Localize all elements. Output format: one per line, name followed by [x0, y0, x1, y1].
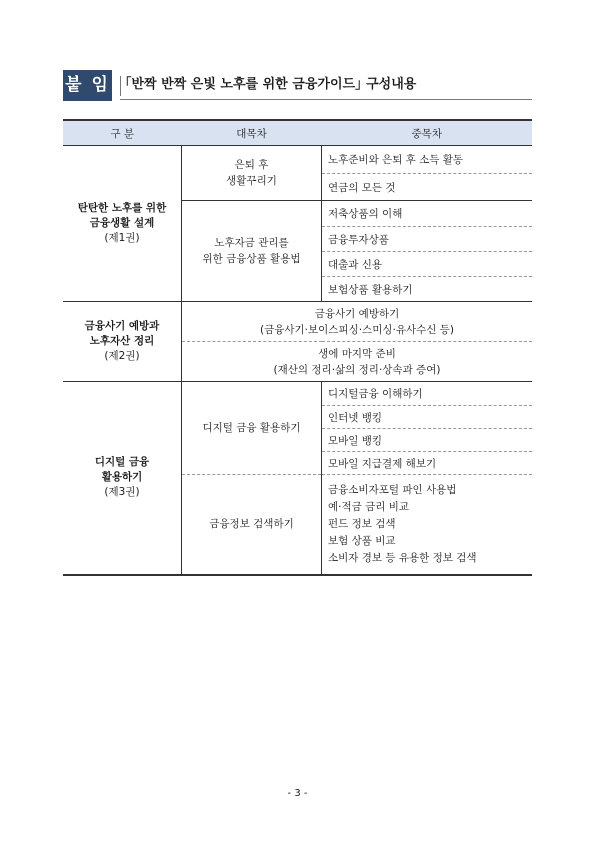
contents-table	[63, 119, 532, 576]
category-title-line: 디지털 금융	[94, 456, 150, 469]
volume-label: (제1권)	[104, 232, 140, 244]
header-rule-bottom	[120, 99, 532, 100]
chapter-label-line: 생에 마지막 준비	[318, 347, 396, 360]
section-cell: 모바일 뱅킹	[322, 429, 533, 452]
section-cell: 모바일 지급결제 해보기	[322, 452, 533, 475]
section-cell: 저축상품의 이해	[322, 201, 533, 227]
chapter-cell	[182, 201, 322, 302]
column-header-section: 중목차	[322, 120, 533, 146]
attachment-header	[63, 70, 532, 101]
chapter-label-line: 위한 금융상품 활용법	[202, 253, 301, 265]
category-title-line: 금융사기 예방과	[84, 320, 160, 332]
section-cell: 보험상품 활용하기	[322, 277, 533, 302]
category-title-line: 금융생활 설계	[89, 217, 155, 229]
table-header-row	[63, 120, 532, 146]
chapter-cell: 금융정보 검색하기	[182, 475, 322, 575]
section-item: 보험 상품 비교	[328, 534, 396, 547]
section-item: 펀드 정보 검색	[328, 517, 396, 530]
combined-chapter-cell	[182, 342, 533, 382]
category-title-line: 노후자산 정리	[89, 335, 155, 347]
chapter-label-line: 생활꾸리기	[226, 175, 277, 187]
table-row	[63, 302, 532, 342]
column-header-category: 구 분	[63, 120, 182, 146]
volume-label: (제3권)	[104, 486, 140, 499]
combined-chapter-cell	[182, 302, 533, 342]
chapter-cell	[182, 146, 322, 201]
chapter-label-line: (재산의 정리·삶의 정리·상속과 증여)	[273, 363, 441, 376]
chapter-cell: 디지털 금융 활용하기	[182, 382, 322, 475]
category-cell-vol2	[63, 302, 182, 382]
section-cell: 디지털금융 이해하기	[322, 382, 533, 406]
section-cell: 대출과 신용	[322, 252, 533, 277]
chapter-label-line: 노후자금 관리를	[214, 237, 289, 249]
document-title: ｢반짝 반짝 은빛 노후를 위한 금융가이드｣ 구성내용	[125, 77, 417, 92]
chapter-label-line: 금융사기 예방하기	[314, 307, 400, 320]
attachment-badge: 붙 임	[63, 70, 112, 101]
section-cell: 노후준비와 은퇴 후 소득 활동	[322, 146, 533, 174]
section-cell-list	[322, 475, 533, 575]
section-item: 소비자 경보 등 유용한 정보 검색	[328, 551, 477, 564]
page-number: - 3 -	[287, 788, 308, 799]
section-item: 예·적금 금리 비교	[328, 500, 410, 513]
category-cell-vol1	[63, 146, 182, 302]
section-cell: 인터넷 뱅킹	[322, 406, 533, 429]
section-cell: 금융투자상품	[322, 227, 533, 252]
chapter-label-line: 은퇴 후	[234, 159, 269, 171]
table-row	[63, 146, 532, 174]
section-cell: 연금의 모든 것	[322, 174, 533, 201]
table-row	[63, 382, 532, 406]
category-title-line: 탄탄한 노후를 위한	[77, 202, 167, 214]
column-header-chapter: 대목차	[182, 120, 322, 146]
volume-label: (제2권)	[104, 350, 140, 362]
header-rule-left	[120, 76, 121, 96]
section-item: 금융소비자포털 파인 사용법	[328, 483, 457, 496]
category-cell-vol3	[63, 382, 182, 575]
chapter-label-line: (금융사기·보이스피싱·스미싱·유사수신 등)	[260, 323, 454, 336]
category-title-line: 활용하기	[101, 471, 143, 484]
